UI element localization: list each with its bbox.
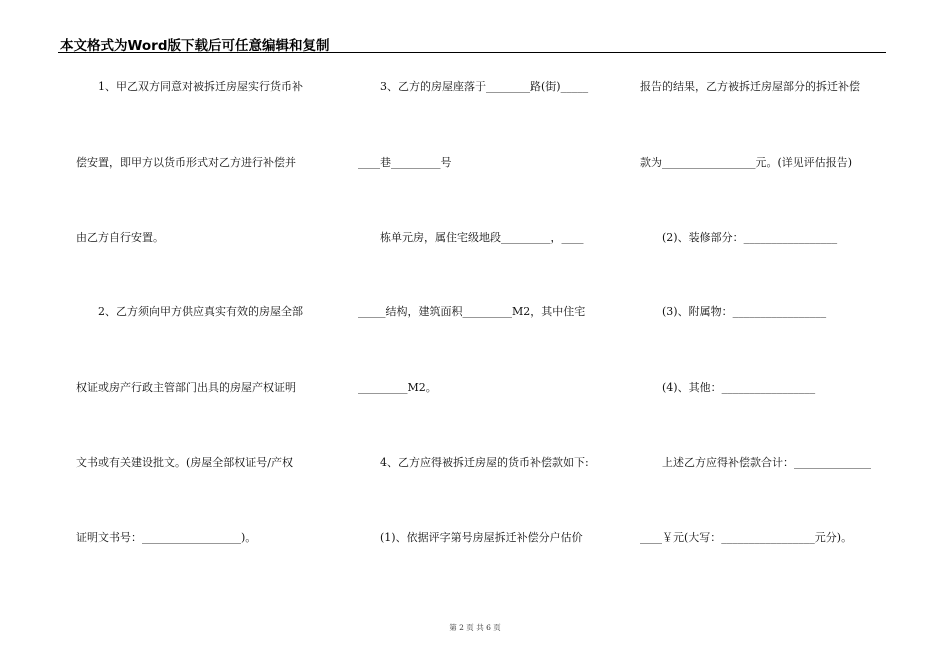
text-line: _________M2。	[358, 381, 437, 394]
text-line: 权证或房产行政主管部门出具的房屋产权证明	[76, 381, 296, 394]
text-line: (1)、依据评字第号房屋拆迁补偿分户估价	[380, 531, 583, 544]
text-line: 4、乙方应得被拆迁房屋的货币补偿款如下:	[380, 456, 589, 469]
text-line: (3)、附属物：_________________	[662, 305, 827, 318]
text-line: 报告的结果，乙方被拆迁房屋部分的拆迁补偿	[640, 80, 860, 93]
text-line: 由乙方自行安置。	[76, 231, 164, 244]
header-title: 本文格式为Word版下载后可任意编辑和复制	[60, 38, 330, 54]
text-line: 2、乙方须向甲方供应真实有效的房屋全部	[98, 305, 303, 318]
text-line: 3、乙方的房屋座落于________路(街)_____	[380, 80, 589, 93]
text-line: 证明文书号：__________________)。	[76, 531, 257, 544]
text-line: 偿安置，即甲方以货币形式对乙方进行补偿并	[76, 156, 296, 169]
text-line: ____巷_________号	[358, 156, 452, 169]
page-number: 第 2 页 共 6 页	[449, 623, 501, 632]
text-line: 款为_________________元。(详见评估报告)	[640, 156, 853, 169]
text-line: 文书或有关建设批文。(房屋全部权证号/产权	[76, 456, 293, 469]
text-line: 栋单元房，属住宅级地段_________，____	[380, 231, 584, 244]
text-line: _____结构，建筑面积_________M2，其中住宅	[358, 305, 586, 318]
text-line: 1、甲乙双方同意对被拆迁房屋实行货币补	[98, 80, 303, 93]
header-rule	[58, 52, 886, 53]
text-line: ____￥元(大写：_________________元分)。	[640, 531, 853, 544]
text-line: 上述乙方应得补偿款合计：______________	[662, 456, 871, 469]
text-line: (4)、其他：_________________	[662, 381, 816, 394]
text-line: (2)、装修部分：_________________	[662, 231, 838, 244]
